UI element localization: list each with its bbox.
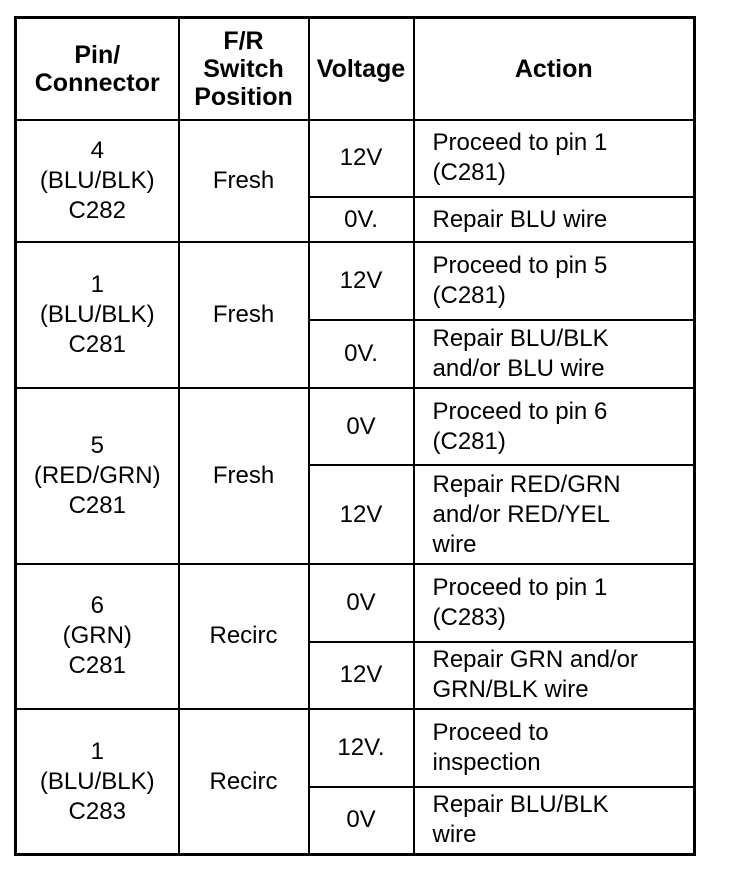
voltage-cell: 12V [309,120,414,198]
action-cell: Repair BLU wire [414,197,695,242]
voltage-cell: 12V. [309,709,414,787]
table-row [16,120,695,198]
header-switch-position: F/R Switch Position [179,18,309,120]
action-cell: Repair BLU/BLK and/or BLU wire [414,320,695,388]
action-cell: Proceed to pin 1 (C283) [414,564,695,642]
action-cell: Proceed to pin 6 (C281) [414,388,695,466]
header-action: Action [414,18,695,120]
pin-connector-cell: 4 (BLU/BLK) C282 [16,120,179,243]
pin-connector-cell: 6 (GRN) C281 [16,564,179,709]
voltage-cell: 0V. [309,197,414,242]
pin-connector-cell: 5 (RED/GRN) C281 [16,388,179,564]
table-row [16,564,695,642]
action-cell: Proceed to pin 1 (C281) [414,120,695,198]
voltage-cell: 0V [309,564,414,642]
voltage-cell: 12V [309,642,414,710]
action-cell: Repair RED/GRN and/or RED/YEL wire [414,465,695,563]
pin-connector-cell: 1 (BLU/BLK) C283 [16,709,179,854]
pin-connector-cell: 1 (BLU/BLK) C281 [16,242,179,387]
voltage-cell: 12V [309,242,414,320]
table-row [16,388,695,466]
action-cell: Proceed to inspection [414,709,695,787]
voltage-cell: 0V. [309,320,414,388]
voltage-cell: 0V [309,787,414,855]
action-cell: Proceed to pin 5 (C281) [414,242,695,320]
table-row [16,709,695,787]
diagnostic-table [14,16,696,856]
action-cell: Repair GRN and/or GRN/BLK wire [414,642,695,710]
switch-position-cell: Recirc [179,564,309,709]
switch-position-cell: Fresh [179,120,309,243]
switch-position-cell: Recirc [179,709,309,854]
voltage-cell: 0V [309,388,414,466]
header-voltage: Voltage [309,18,414,120]
action-cell: Repair BLU/BLK wire [414,787,695,855]
switch-position-cell: Fresh [179,242,309,387]
voltage-cell: 12V [309,465,414,563]
table-row [16,242,695,320]
header-pin-connector: Pin/ Connector [16,18,179,120]
switch-position-cell: Fresh [179,388,309,564]
header-row [16,18,695,120]
